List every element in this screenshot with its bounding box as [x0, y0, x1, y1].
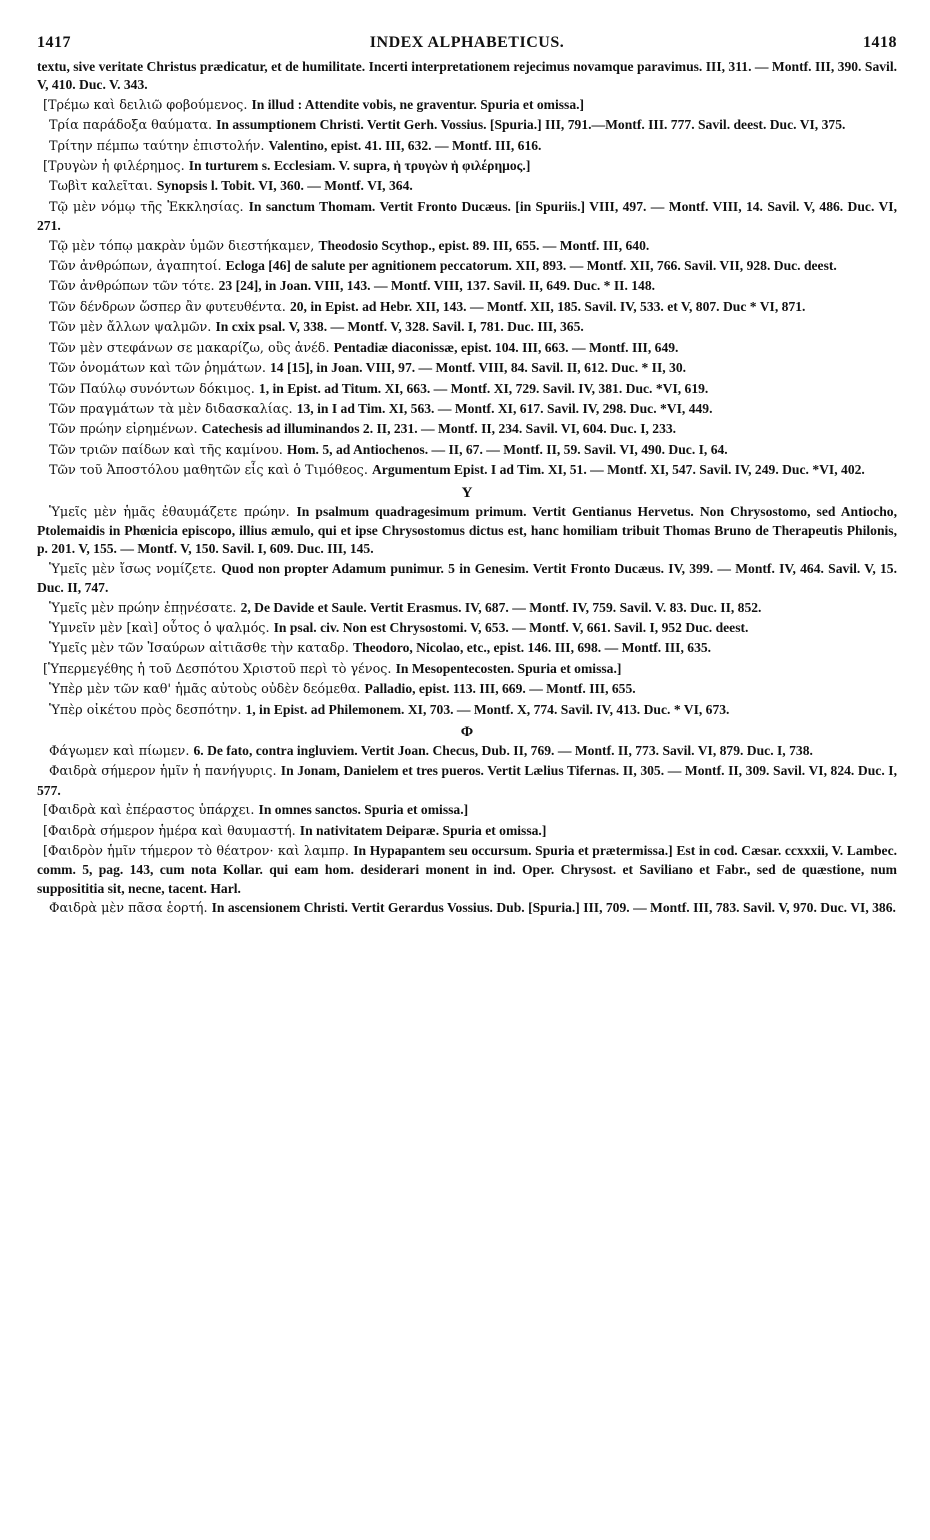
- index-entry: [37, 660, 897, 679]
- index-entry: [37, 339, 897, 358]
- entry-reference: Quod non propter Adamum punimur. 5 in Genesim. Vertit Fronto Ducæus. IV, 399. — Montf. IV, 464. Savil. V, 15. Duc. II, 747.: [37, 560, 897, 596]
- index-entry: [37, 701, 897, 720]
- entry-reference: Pentadiæ diaconissæ, epist. 104. III, 663. — Montf. III, 649.: [333, 339, 679, 355]
- greek-incipit: Τῶν ἀνθρώπων τῶν τότε.: [49, 279, 219, 295]
- entry-reference: textu, sive veritate Christus prædicatur, et de humilitate. Incerti interpretationem rejecimus novamque paravimus. III, 311. — Montf. III, 390. Savil. V, 410. Duc. V. 343.: [37, 59, 897, 93]
- greek-incipit: Τῶν Παύλῳ συνόντων δόκιμος.: [49, 381, 259, 397]
- greek-incipit: [Φαιδρὰ σήμερον ἡμέρα καὶ θαυμαστή.: [43, 823, 300, 839]
- index-entry: [37, 400, 897, 419]
- entry-reference: In cxix psal. V, 338. — Montf. V, 328. Savil. I, 781. Duc. III, 365.: [215, 319, 584, 335]
- greek-incipit: Τῷ μὲν τόπῳ μακρὰν ὑμῶν διεστήκαμεν,: [49, 238, 319, 254]
- index-entry: [37, 801, 897, 820]
- entry-reference: In turturem s. Ecclesiam. V. supra, ἡ τρυγὼν ἡ φιλέρημος.]: [188, 158, 531, 174]
- index-entry: [37, 298, 897, 317]
- entry-reference: 20, in Epist. ad Hebr. XII, 143. — Montf. XII, 185. Savil. IV, 533. et V, 807. Duc * VI, 871.: [289, 298, 806, 314]
- entry-reference: In Jonam, Danielem et tres pueros. Vertit Lælius Tifernas. II, 305. — Montf. II, 309. Savil. VI, 824. Duc. I, 577.: [37, 763, 897, 798]
- entry-reference: Valentino, epist. 41. III, 632. — Montf. III, 616.: [268, 137, 542, 153]
- entry-reference: Catechesis ad illuminandos 2. II, 231. — Montf. II, 234. Savil. VI, 604. Duc. I, 233.: [201, 421, 677, 437]
- entry-reference: 14 [15], in Joan. VIII, 97. — Montf. VIII, 84. Savil. II, 612. Duc. * II, 30.: [270, 360, 687, 376]
- greek-incipit: Τρίτην πέμπω ταύτην ἐπιστολήν.: [49, 138, 269, 154]
- greek-incipit: Τῶν μὲν ἄλλων ψαλμῶν.: [49, 320, 216, 336]
- greek-incipit: Ὑμεῖς μὲν τῶν Ἰσαύρων αἰτιᾶσθε τὴν καταδρ.: [49, 641, 353, 657]
- entry-reference: In Hypapantem seu occursum. Spuria et prætermissa.] Est in cod. Cæsar. ccxxxii, V. Lambec. comm. 5, pag. 143, cum nota Kollar. qui eam hom. desiderari monent in ind. Oper. Chrysost. et Saviliano et Fabr., sed de quæstione, num supposititia sit, necne, tacent. Harl.: [37, 843, 898, 896]
- index-entry: [37, 318, 897, 337]
- greek-incipit: Τῶν μὲν στεφάνων σε μακαρίζω, οὓς ἀνέδ.: [49, 340, 334, 356]
- greek-incipit: [Φαιδρὸν ἡμῖν τήμερον τὸ θέατρον· καὶ λαμπρ.: [43, 844, 354, 860]
- entry-reference: 6. De fato, contra ingluviem. Vertit Joan. Checus, Dub. II, 769. — Montf. II, 773. Savil. VI, 879. Duc. I, 738.: [193, 743, 813, 758]
- index-entry: [37, 277, 897, 296]
- index-entry: [37, 116, 897, 135]
- greek-incipit: Τῶν ὀνομάτων καὶ τῶν ῥημάτων.: [49, 361, 270, 377]
- index-entry: [37, 359, 897, 378]
- index-entry: [37, 619, 897, 638]
- greek-incipit: [Ὑπερμεγέθης ἡ τοῦ Δεσπότου Χριστοῦ περὶ τὸ γένος.: [43, 661, 396, 677]
- entry-reference: 1, in Epist. ad Titum. XI, 663. — Montf. XI, 729. Savil. IV, 381. Duc. *VI, 619.: [258, 380, 709, 396]
- entry-reference: In Mesopentecosten. Spuria et omissa.]: [395, 660, 622, 676]
- greek-incipit: Φάγωμεν καὶ πίωμεν.: [49, 744, 194, 759]
- greek-incipit: Φαιδρὰ μὲν πᾶσα ἑορτή.: [49, 901, 212, 917]
- entry-reference: Hom. 5, ad Antiochenos. — II, 67. — Montf. II, 59. Savil. VI, 490. Duc. I, 64.: [286, 441, 728, 457]
- index-entry: [37, 899, 897, 918]
- page-title: INDEX ALPHABETICUS.: [369, 34, 565, 51]
- greek-incipit: Ὑμεῖς μὲν ἴσως νομίζετε.: [49, 561, 222, 577]
- greek-incipit: Ὑμεῖς μὲν ἡμᾶς ἐθαυμάζετε πρώην.: [49, 504, 297, 520]
- greek-incipit: [Φαιδρὰ καὶ ἐπέραστος ὑπάρχει.: [43, 803, 259, 819]
- greek-incipit: Τῶν τριῶν παίδων καὶ τῆς καμίνου.: [49, 442, 287, 458]
- index-entry: [37, 503, 897, 559]
- index-entry: [37, 58, 897, 95]
- index-entry: [37, 441, 897, 460]
- entry-reference: In sanctum Thomam. Vertit Fronto Ducæus. [in Spuriis.] VIII, 497. — Montf. VIII, 14. Savil. V, 486. Duc. VI, 271.: [37, 198, 897, 234]
- greek-incipit: Ὑμεῖς μὲν πρώην ἐπῃνέσατε.: [49, 600, 241, 616]
- greek-incipit: Τῶν ἀνθρώπων, ἀγαπητοί.: [49, 259, 226, 275]
- entry-reference: Argumentum Epist. I ad Tim. XI, 51. — Montf. XI, 547. Savil. IV, 249. Duc. *VI, 402.: [371, 462, 865, 478]
- entry-reference: In illud : Attendite vobis, ne graventur. Spuria et omissa.]: [251, 96, 585, 112]
- index-entry: [37, 639, 897, 658]
- entry-reference: Synopsis l. Tobit. VI, 360. — Montf. VI, 364.: [156, 178, 413, 194]
- index-entry: [37, 198, 897, 236]
- index-entry: [37, 599, 897, 618]
- greek-incipit: Τῶν πρώην εἰρημένων.: [49, 422, 202, 438]
- index-entry: [37, 560, 897, 598]
- greek-incipit: Ὑπὲρ οἰκέτου πρὸς δεσπότην.: [49, 702, 246, 718]
- page-number-right: 1418: [863, 34, 897, 51]
- index-entry: [37, 762, 897, 800]
- index-entry: [37, 137, 897, 156]
- index-entry: [37, 237, 897, 256]
- greek-incipit: Ὑμνεῖν μὲν [καὶ] οὗτος ὁ ψαλμός.: [49, 620, 274, 636]
- index-entry: [37, 257, 897, 276]
- greek-incipit: Τρία παράδοξα θαύματα.: [49, 118, 217, 134]
- index-entry: [37, 157, 897, 176]
- entry-reference: 2, De Davide et Saule. Vertit Erasmus. IV, 687. — Montf. IV, 759. Savil. V. 83. Duc. II, 852.: [240, 599, 762, 615]
- index-entry: [37, 96, 897, 115]
- greek-incipit: Τῶν πραγμάτων τὰ μὲν διδασκαλίας.: [49, 401, 297, 417]
- index-entry: [37, 380, 897, 399]
- index-body: [37, 58, 897, 919]
- index-entry: [37, 822, 897, 841]
- section-letter: Υ: [461, 484, 473, 501]
- entry-reference: 1, in Epist. ad Philemonem. XI, 703. — Montf. X, 774. Savil. IV, 413. Duc. * VI, 673.: [245, 701, 730, 717]
- greek-incipit: Ὑπὲρ μὲν τῶν καθ' ἡμᾶς αὐτοὺς οὐδὲν δεόμεθα.: [49, 682, 365, 698]
- entry-reference: In psalmum quadragesimum primum. Vertit Gentianus Hervetus. Non Chrysostomo, sed Antiocho, Ptolemaidis in Phœnicia episcopo, illius æmulo, qui et ipse Chrysostomus dictus est, hanc homiliam tribuit Thomas Bruno de Therapeutis Philonis, p. 201. V, 155. — Montf. V, 150. Savil. I, 609. Duc. III, 145.: [37, 503, 897, 557]
- greek-incipit: Τῷ μὲν νόμῳ τῆς Ἐκκλησίας.: [49, 199, 249, 215]
- entry-reference: In nativitatem Deiparæ. Spuria et omissa.]: [299, 822, 547, 838]
- page: [37, 34, 897, 920]
- entry-reference: In omnes sanctos. Spuria et omissa.]: [258, 802, 469, 818]
- entry-reference: Palladio, epist. 113. III, 669. — Montf. III, 655.: [364, 681, 636, 697]
- greek-incipit: Φαιδρὰ σήμερον ἡμῖν ἡ πανήγυρις.: [49, 764, 281, 780]
- entry-reference: In ascensionem Christi. Vertit Gerardus Vossius. Dub. [Spuria.] III, 709. — Montf. III, 783. Savil. V, 970. Duc. VI, 386.: [211, 900, 896, 916]
- entry-reference: Theodosio Scythop., epist. 89. III, 655. — Montf. III, 640.: [318, 237, 650, 253]
- index-entry: [37, 461, 897, 480]
- greek-incipit: Τῶν τοῦ Ἀποστόλου μαθητῶν εἷς καὶ ὁ Τιμόθεος.: [49, 463, 372, 479]
- page-number-left: 1417: [37, 34, 71, 51]
- index-entry: [37, 842, 897, 898]
- section-letter: Φ: [460, 724, 474, 740]
- index-entry: [37, 420, 897, 439]
- entry-reference: 23 [24], in Joan. VIII, 143. — Montf. VIII, 137. Savil. II, 649. Duc. * II. 148.: [218, 278, 656, 294]
- index-entry: [37, 177, 897, 196]
- greek-incipit: Τῶν δένδρων ὥσπερ ἂν φυτευθέντα.: [49, 299, 290, 315]
- greek-incipit: Τωβὶτ καλεῖται.: [49, 179, 157, 195]
- greek-incipit: [Τρέμω καὶ δειλιῶ φοβούμενος.: [43, 97, 252, 113]
- index-entry: [37, 742, 897, 761]
- entry-reference: In assumptionem Christi. Vertit Gerh. Vossius. [Spuria.] III, 791.—Montf. III. 777. Savil. deest. Duc. VI, 375.: [216, 117, 846, 133]
- entry-reference: Theodoro, Nicolao, etc., epist. 146. III, 698. — Montf. III, 635.: [352, 640, 712, 656]
- entry-reference: 13, in I ad Tim. XI, 563. — Montf. XI, 617. Savil. IV, 298. Duc. *VI, 449.: [296, 400, 713, 416]
- index-entry: [37, 680, 897, 699]
- entry-reference: Ecloga [46] de salute per agnitionem peccatorum. XII, 893. — Montf. XII, 766. Savil. VII, 928. Duc. deest.: [225, 258, 837, 274]
- running-header: [37, 34, 897, 58]
- entry-reference: In psal. civ. Non est Chrysostomi. V, 653. — Montf. V, 661. Savil. I, 952 Duc. deest.: [273, 619, 749, 635]
- greek-incipit: [Τρυγὼν ἡ φιλέρημος.: [43, 159, 189, 175]
